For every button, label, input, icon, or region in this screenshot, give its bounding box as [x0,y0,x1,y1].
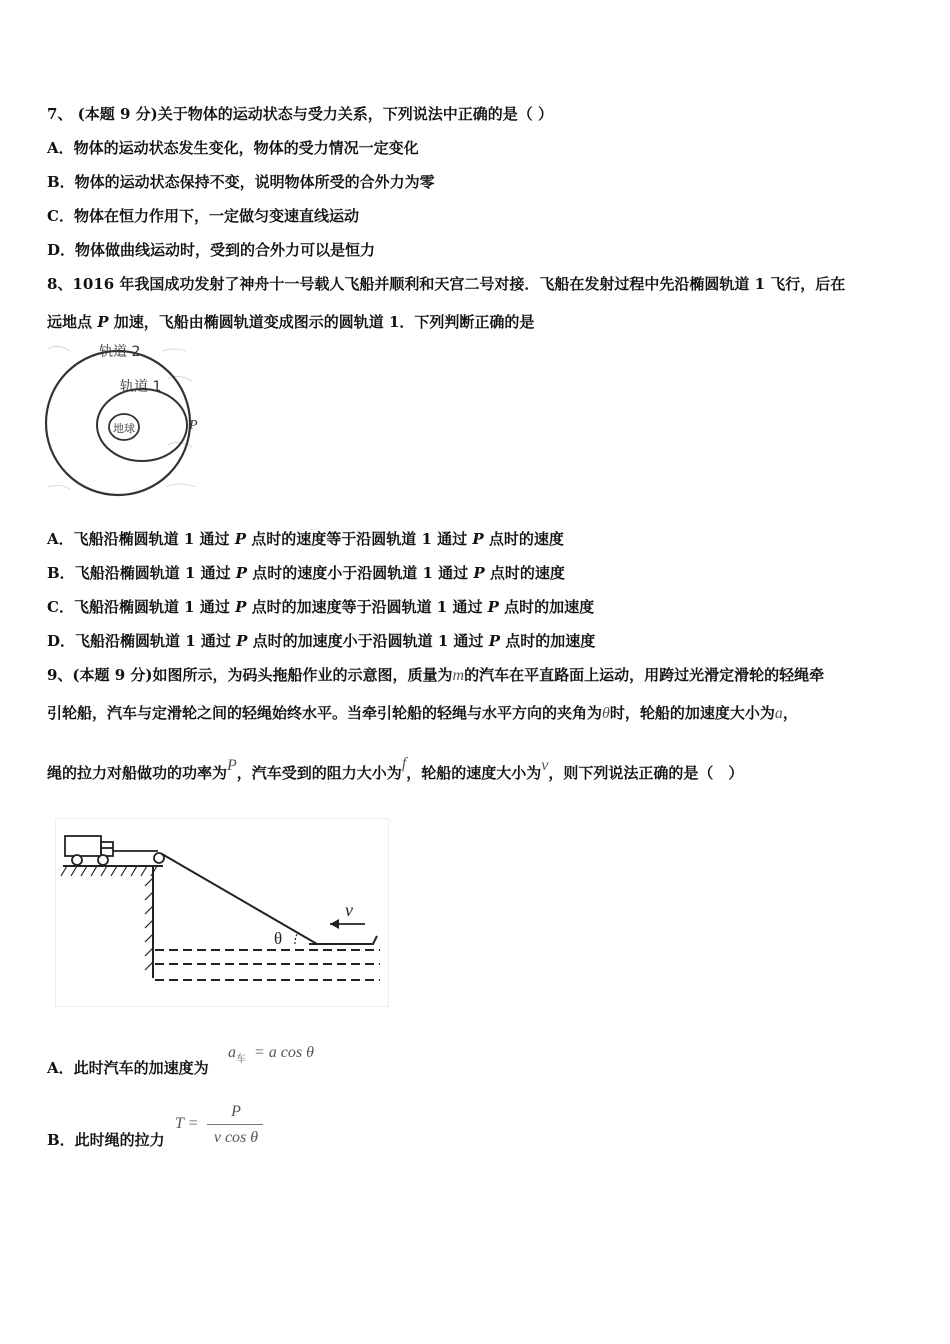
orbit-1-ellipse [97,389,187,461]
ground-hatching [61,866,157,876]
formula-car-acceleration: $a_车 = a$ cos θ [228,1044,314,1065]
q7-option-a: A．物体的运动状态发生变化，物体的受力情况一定变化 [47,139,419,157]
tugboat-diagram [55,818,390,1008]
q9-stem-line2: 引轮船，汽车与定滑轮之间的轻绳始终水平。当牵引轮船的轻绳与水平方向的夹角为θ时，轮船的加速度大小为a， [47,704,798,722]
water-lines [155,950,380,980]
q7-option-b: B．物体的运动状态保持不变，说明物体所受的合外力为零 [47,173,435,191]
q8-option-a: A．飞船沿椭圆轨道 1 通过 P 点时的速度等于沿圆轨道 1 通过 P 点时的速度 [47,530,564,548]
q7-option-d: D．物体做曲线运动时，受到的合外力可以是恒力 [47,241,376,259]
q8-stem-line2: 远地点 P 加速，飞船由椭圆轨道变成图示的圆轨道 1．下列判断正确的是 [47,313,535,331]
earth-label: 地球 [113,422,135,435]
q8-option-d: D．飞船沿椭圆轨道 1 通过 P 点时的加速度小于沿圆轨道 1 通过 P 点时的加速度 [47,632,596,650]
truck-icon [65,836,113,865]
wall-hatching [145,878,153,970]
q8-stem-line1: 8、1016 年我国成功发射了神舟十一号载人飞船并顺利和天宫二号对接．飞船在发射过程中先沿椭圆轨道 1 飞行，后在 [47,275,846,293]
q9-option-b: B．此时绳的拉力 [47,1131,165,1149]
q7-stem: 7、 (本题 9 分)关于物体的运动状态与受力关系，下列说法中正确的是（ ） [47,105,553,123]
q7-option-c: C．物体在恒力作用下，一定做匀变速直线运动 [47,207,359,225]
boat-icon [309,936,377,944]
q9-stem-line1: 9、(本题 9 分)如图所示，为码头拖船作业的示意图，质量为m的汽车在平直路面上运动，用跨过光滑定滑轮的轻绳牵 [47,666,825,684]
q9-stem-line3: 绳的拉力对船做功的功率为P，汽车受到的阻力大小为f，轮船的速度大小为v，则下列说法正确的是（ ） [47,755,744,782]
q9-option-a: A．此时汽车的加速度为 [47,1059,209,1077]
q8-option-b: B．飞船沿椭圆轨道 1 通过 P 点时的速度小于沿圆轨道 1 通过 P 点时的速度 [47,564,565,582]
orbit-diagram [40,337,215,505]
orbit-1-label: 轨道 1 [120,379,162,395]
point-p-label: P [189,418,198,433]
theta-label: θ [274,929,283,948]
velocity-label: v [345,900,353,920]
orbit-2-label: 轨道 2 [99,344,141,360]
q8-option-c: C．飞船沿椭圆轨道 1 通过 P 点时的加速度等于沿圆轨道 1 通过 P 点时的加速度 [47,598,595,616]
